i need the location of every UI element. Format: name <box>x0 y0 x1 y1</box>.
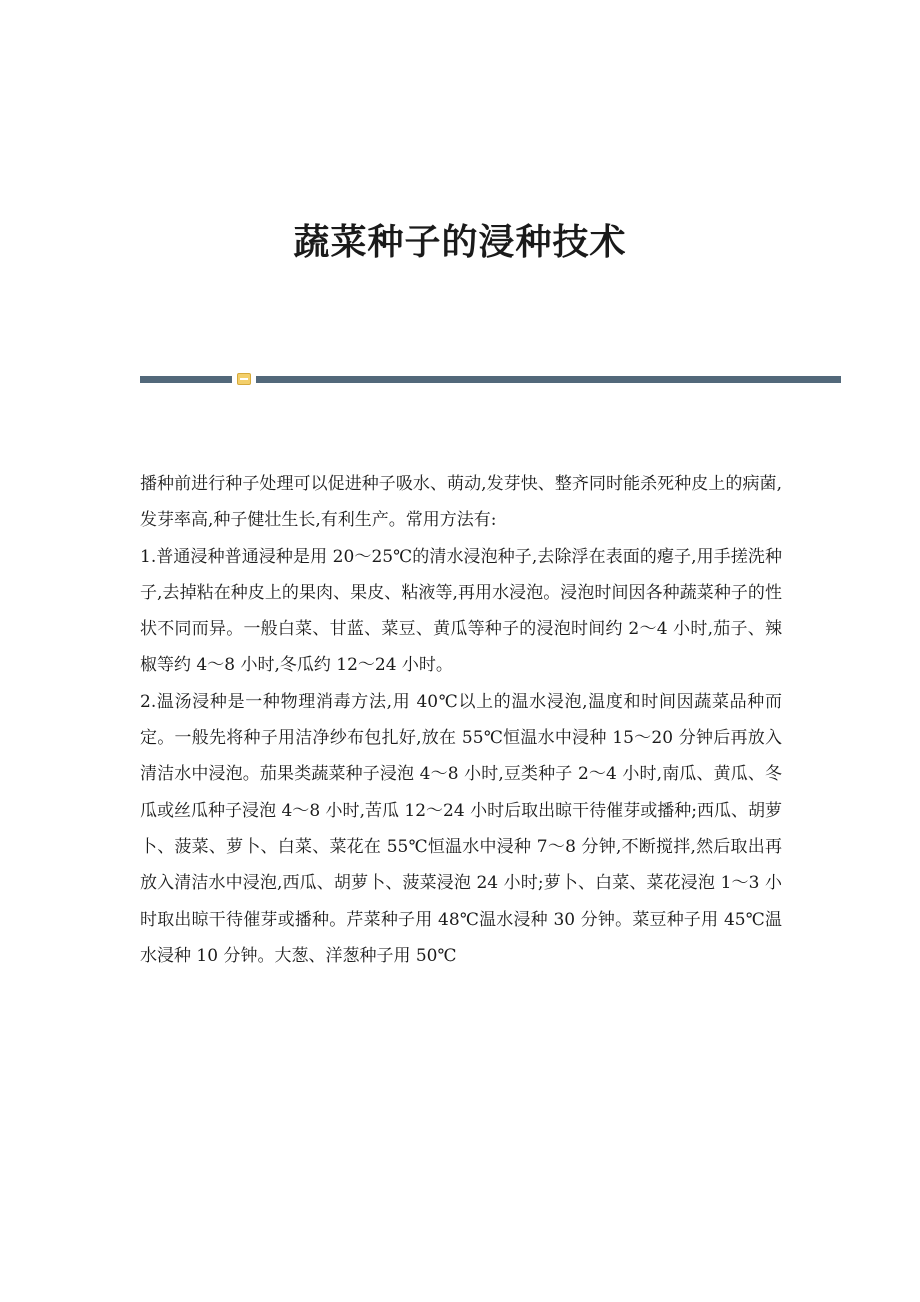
document-body <box>140 466 782 974</box>
divider-bar-left <box>140 376 232 383</box>
method-1-paragraph: 1.普通浸种普通浸种是用 20～25℃的清水浸泡种子,去除浮在表面的瘪子,用手搓洗种子,去掉粘在种皮上的果肉、果皮、粘液等,再用水浸泡。浸泡时间因各种蔬菜种子的性状不同而异。一般白菜、甘蓝、菜豆、黄瓜等种子的浸泡时间约 2～4 小时,茄子、辣椒等约 4～8 小时,冬瓜约 12～24 小时。 <box>140 546 782 676</box>
intro-paragraph: 播种前进行种子处理可以促进种子吸水、萌动,发芽快、整齐同时能杀死种皮上的病菌,发芽率高,种子健壮生长,有利生产。常用方法有: <box>140 474 782 531</box>
document-title: 蔬菜种子的浸种技术 <box>293 221 627 263</box>
divider-ornament-icon <box>237 373 251 385</box>
divider-bar-right <box>256 376 841 383</box>
method-2-paragraph: 2.温汤浸种是一种物理消毒方法,用 40℃以上的温水浸泡,温度和时间因蔬菜品种而定。一般先将种子用洁净纱布包扎好,放在 55℃恒温水中浸种 15～20 分钟后再放入清洁水中浸泡。茄果类蔬菜种子浸泡 4～8 小时,豆类种子 2～4 小时,南瓜、黄瓜、冬瓜或丝瓜种子浸泡 4～8 小时,苦瓜 12～24 小时后取出晾干待催芽或播种;西瓜、胡萝卜、菠菜、萝卜、白菜、菜花在 55℃恒温水中浸种 7～8 分钟,不断搅拌,然后取出再放入清洁水中浸泡,西瓜、胡萝卜、菠菜浸泡 24 小时;萝卜、白菜、菜花浸泡 1～3 小时取出晾干待催芽或播种。芹菜种子用 48℃温水浸种 30 分钟。菜豆种子用 45℃温水浸种 10 分钟。大葱、洋葱种子用 50℃ <box>140 691 783 966</box>
title-divider <box>140 372 841 386</box>
